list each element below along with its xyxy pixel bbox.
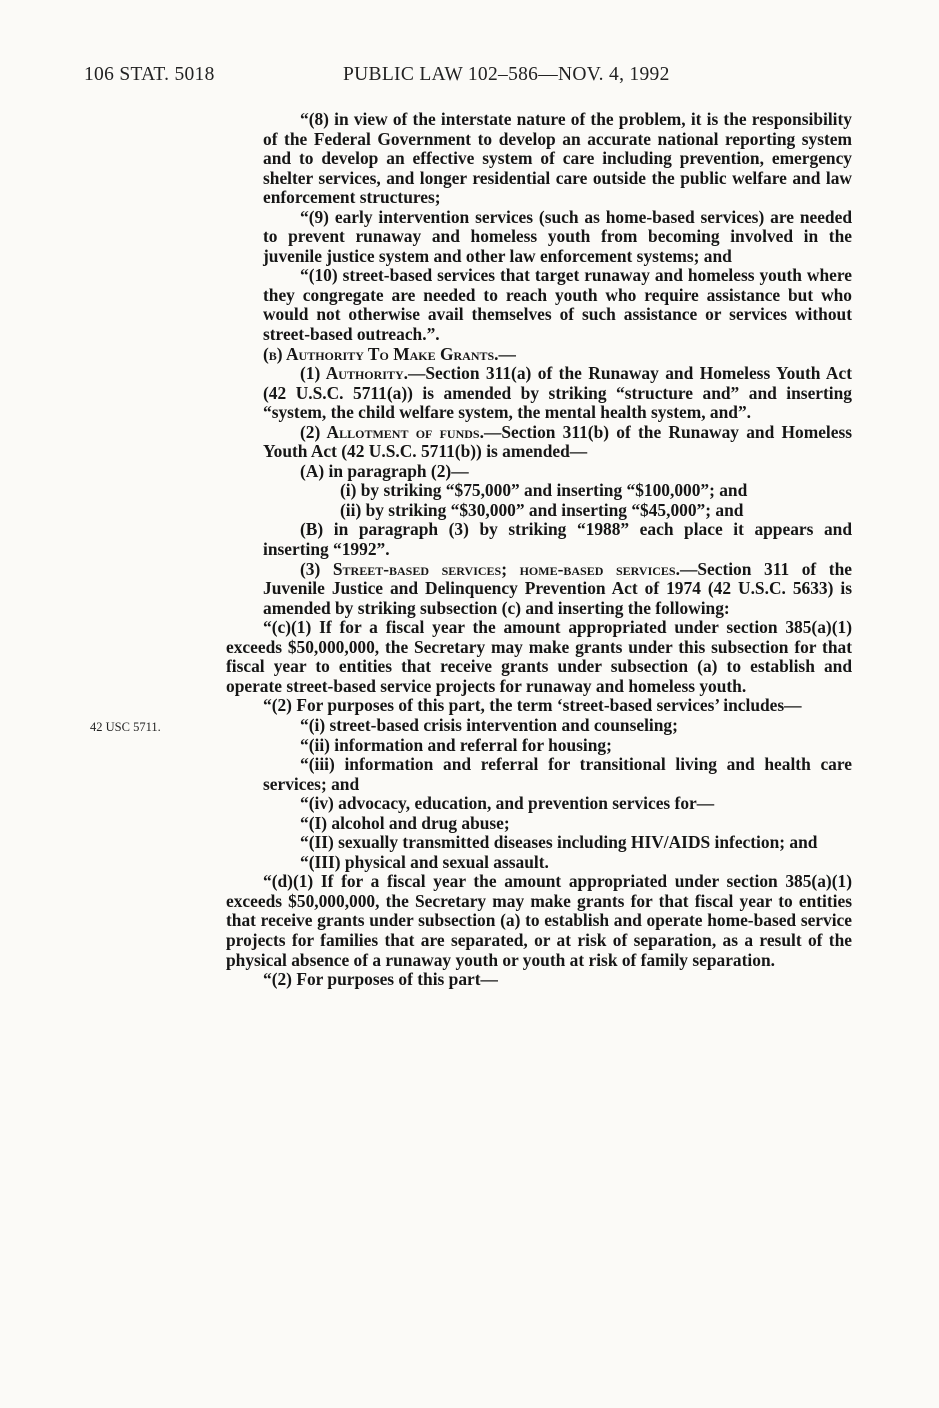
statute-paragraph	[226, 462, 852, 482]
paragraph-text: “(8) in view of the interstate nature of the problem, it is the responsibility of the Federal Government to develop an accurate national reporting system and to develop an effective system of care including prevention, emergency shelter services, and longer residential care outside the public welfare and law enforcement structures;	[263, 109, 852, 208]
statute-paragraph	[226, 696, 852, 716]
statute-paragraph	[226, 618, 852, 696]
paragraph-text: “(2) For purposes of this part, the term ‘street-based services’ includes—	[263, 695, 802, 716]
statute-paragraph	[226, 110, 852, 208]
paragraph-text: “(iii) information and referral for transitional living and health care services; and	[263, 754, 852, 794]
statute-paragraph	[226, 872, 852, 970]
paragraph-text: “(i) street-based crisis intervention and counseling;	[300, 714, 678, 735]
paragraph-text: “(10) street-based services that target runaway and homeless youth where they congregate are needed to reach youth who require assistance but who would not otherwise avail themselves of such assistance or services without street-based outreach.”.	[263, 265, 852, 345]
statute-paragraph	[226, 970, 852, 990]
public-law-header: PUBLIC LAW 102–586—NOV. 4, 1992	[343, 64, 670, 85]
paragraph-text: “(9) early intervention services (such as home-based services) are needed to prevent runaway and homeless youth from becoming involved in the juvenile justice system and other law enforcement systems; and	[263, 206, 852, 266]
paragraph-text: “(ii) information and referral for housing;	[300, 734, 612, 755]
statute-paragraph	[226, 716, 852, 736]
statute-paragraph	[226, 208, 852, 267]
paragraph-text: “(d)(1) If for a fiscal year the amount appropriated under section 385(a)(1) exceeds $50,000,000, the Secretary may make grants for that fiscal year to entities that receive grants under subsection (a) to establish and operate home-based service projects for families that are separated, or at risk of separation, as a result of the physical absence of a runaway youth or youth at risk of family separation.	[226, 871, 852, 970]
margin-citation: 42 USC 5711.	[90, 720, 161, 734]
statute-paragraph	[226, 266, 852, 344]
paragraph-text: —Section 311 of the Juvenile Justice and Delinquency Prevention Act of 1974 (42 U.S.C. 5633) is amended by striking subsection (c) and inserting the following:	[263, 558, 852, 618]
section-heading: (1) Authority.	[300, 363, 408, 384]
statute-paragraph	[226, 364, 852, 423]
paragraph-text: “(III) physical and sexual assault.	[300, 851, 549, 872]
section-heading: (3) Street-based services; home-based services.	[300, 558, 680, 579]
statute-paragraph	[226, 560, 852, 619]
statute-paragraph	[226, 794, 852, 814]
statute-body	[226, 110, 852, 990]
paragraph-text: —Section 311(b) of the Runaway and Homeless Youth Act (42 U.S.C. 5711(b)) is amended—	[263, 421, 853, 462]
stat-page-number: 106 STAT. 5018	[84, 64, 215, 85]
statute-paragraph	[226, 814, 852, 834]
paragraph-text: (B) in paragraph (3) by striking “1988” each place it appears and inserting “1992”.	[263, 519, 852, 560]
statute-paragraph	[226, 481, 852, 501]
statute-paragraph	[226, 755, 852, 794]
statute-paragraph	[226, 833, 852, 853]
statute-paragraph	[226, 345, 852, 365]
paragraph-text: “(2) For purposes of this part—	[263, 969, 498, 990]
section-heading: (2) Allotment of funds.	[300, 421, 484, 442]
statute-paragraph	[226, 501, 852, 521]
statute-paragraph	[226, 853, 852, 873]
paragraph-text: “(c)(1) If for a fiscal year the amount appropriated under section 385(a)(1) exceeds $50,000,000, the Secretary may make grants under this subsection for that fiscal year to entities that receive grants under subsection (a) to establish and operate street-based service projects for runaway and homeless youth.	[226, 617, 852, 696]
paragraph-text: “(II) sexually transmitted diseases including HIV/AIDS infection; and	[300, 832, 818, 853]
paragraph-text: (ii) by striking “$30,000” and inserting “$45,000”; and	[340, 499, 744, 520]
paragraph-text: —Section 311(a) of the Runaway and Homeless Youth Act (42 U.S.C. 5711(a)) is amended by striking “structure and” and inserting “system, the child welfare system, the mental health system, and”.	[263, 363, 852, 423]
paragraph-text: “(iv) advocacy, education, and prevention services for—	[300, 793, 715, 814]
paragraph-text: (i) by striking “$75,000” and inserting “$100,000”; and	[340, 480, 748, 501]
paragraph-text: (A) in paragraph (2)—	[300, 460, 469, 481]
section-heading: (b) Authority To Make Grants.—	[263, 343, 516, 364]
statute-paragraph	[226, 520, 852, 559]
statute-paragraph	[226, 423, 852, 462]
statute-paragraph	[226, 736, 852, 756]
paragraph-text: “(I) alcohol and drug abuse;	[300, 812, 510, 833]
